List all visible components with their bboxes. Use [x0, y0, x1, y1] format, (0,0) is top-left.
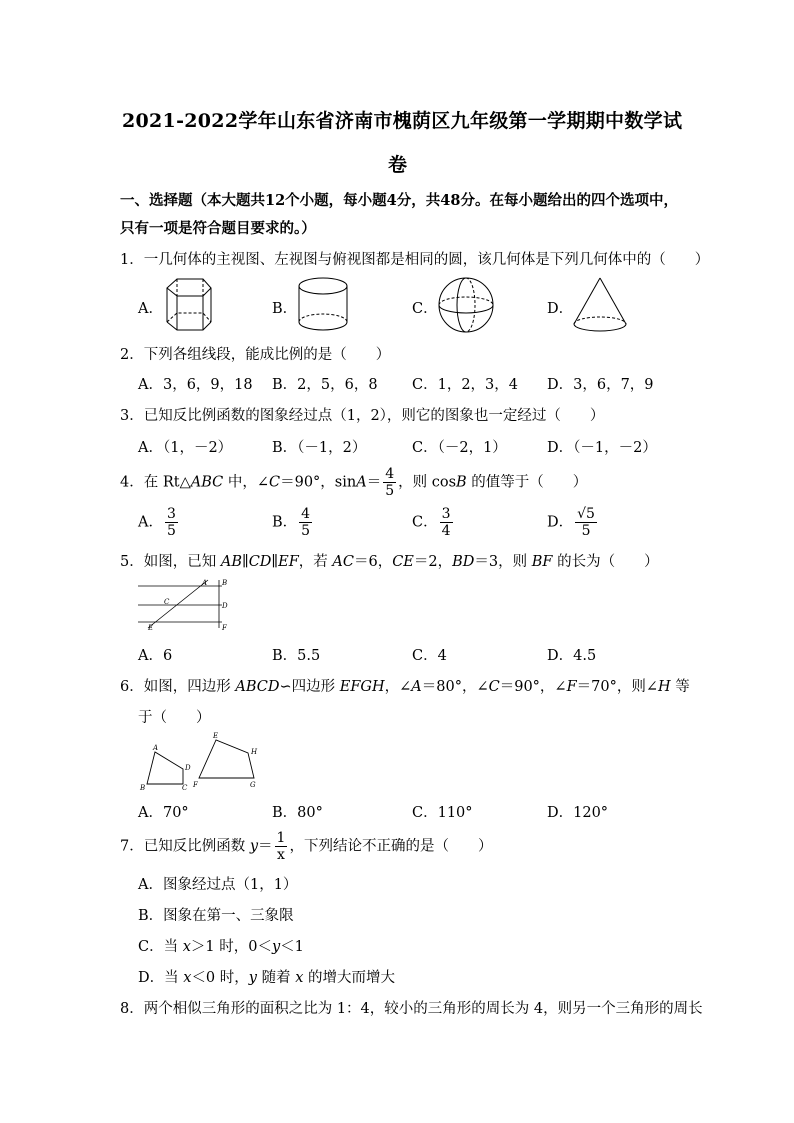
q2-option-b: B．2，5，6，8	[272, 377, 378, 393]
question-6-continued: 于（ ）	[138, 710, 211, 726]
q5-option-a: A．6	[138, 648, 173, 664]
q4-fraction: $\frac{4}{5}$	[385, 466, 395, 499]
q3-option-a: A．（1，－2）	[138, 440, 233, 456]
q1-option-c-label: C．	[412, 301, 438, 317]
fig6-label-a: A	[153, 744, 159, 752]
q2-option-d: D．3，6，7，9	[547, 377, 654, 393]
q5-option-b: B．5.5	[272, 648, 321, 664]
fig5-label-f: F	[222, 624, 227, 632]
fig5-label-a: A	[202, 579, 208, 587]
q6-option-a: A．70°	[138, 805, 189, 821]
similar-quadrilaterals-figure	[136, 732, 266, 794]
q5-option-c: C．4	[412, 648, 447, 664]
q3-option-b: B．（－1，2）	[272, 440, 367, 456]
question-7: 7．已知反比例函数 y＝ $\frac{1}{x}$ ，下列结论不正确的是（ ）	[120, 830, 493, 863]
question-4: 4．在 Rt△ABC 中，∠C＝90°，sinA＝ $\frac{4}{5}$ ，则 cosB 的值等于（ ）	[120, 466, 588, 499]
sphere-icon	[436, 276, 496, 334]
question-1: 1．一几何体的主视图、左视图与俯视图都是相同的圆，该几何体是下列几何体中的（ ）	[120, 252, 710, 268]
question-6: 6．如图，四边形 ABCD∽四边形 EFGH，∠A＝80°，∠C＝90°，∠F＝70°，则∠H 等	[120, 679, 690, 695]
q4-option-c: C． $\frac{3}{4}$	[412, 506, 451, 539]
cone-icon	[570, 276, 630, 334]
fig5-label-b: B	[222, 579, 228, 587]
fig5-label-c: C	[164, 598, 170, 606]
question-3: 3．已知反比例函数的图象经过点（1，2），则它的图象也一定经过（ ）	[120, 408, 605, 424]
q4-option-a: A． $\frac{3}{5}$	[138, 506, 176, 539]
q1-option-a-label: A．	[138, 301, 163, 317]
fig6-label-d: D	[185, 764, 191, 772]
fig6-label-c: C	[182, 784, 188, 792]
page-title-continued: 卷	[388, 154, 408, 176]
fig6-label-h: H	[251, 748, 258, 756]
q1-option-b-label: B．	[272, 301, 298, 317]
question-2: 2．下列各组线段，能成比例的是（ ）	[120, 347, 391, 363]
fig6-label-f: F	[193, 781, 198, 789]
q7-option-b: B．图象在第一、三象限	[138, 908, 294, 924]
q7-option-a: A．图象经过点（1，1）	[138, 877, 298, 893]
q6-option-c: C．110°	[412, 805, 473, 821]
q2-option-c: C．1，2，3，4	[412, 377, 518, 393]
section-heading: 一、选择题（本大题共12个小题，每小题4分，共48分。在每小题给出的四个选项中，	[120, 192, 678, 209]
q7-option-d: D．当 x＜0 时，y 随着 x 的增大而增大	[138, 970, 395, 986]
q3-option-d: D．（－1，－2）	[547, 440, 657, 456]
q3-option-c: C．（－2，1）	[412, 440, 507, 456]
q4-option-b: B． $\frac{4}{5}$	[272, 506, 311, 539]
parallel-lines-figure	[136, 578, 236, 636]
q6-option-d: D．120°	[547, 805, 609, 821]
question-5: 5．如图，已知 AB∥CD∥EF，若 AC＝6，CE＝2，BD＝3，则 BF 的长为（ ）	[120, 554, 659, 570]
q5-option-d: D．4.5	[547, 648, 597, 664]
cylinder-icon	[297, 276, 349, 334]
q1-option-d-label: D．	[547, 301, 574, 317]
fig6-label-b: B	[140, 784, 146, 792]
q7-fraction: $\frac{1}{x}$	[276, 830, 286, 863]
fig6-label-g: G	[250, 781, 256, 789]
section-heading-continued: 只有一项是符合题目要求的。）	[120, 220, 316, 237]
q7-option-c: C．当 x＞1 时，0＜y＜1	[138, 939, 304, 955]
fig5-label-d: D	[222, 602, 228, 610]
q2-option-a: A．3，6，9，18	[138, 377, 253, 393]
fig5-label-e: E	[148, 624, 154, 632]
fig6-label-e: E	[213, 732, 219, 740]
page-title: 2021-2022学年山东省济南市槐荫区九年级第一学期期中数学试	[122, 110, 683, 132]
q6-option-b: B．80°	[272, 805, 323, 821]
question-8: 8．两个相似三角形的面积之比为 1：4，较小的三角形的周长为 4，则另一个三角形的周长	[120, 1001, 703, 1017]
hexagonal-prism-icon	[163, 276, 215, 334]
q4-option-d: D． $\frac{√5}{5}$	[547, 506, 595, 539]
